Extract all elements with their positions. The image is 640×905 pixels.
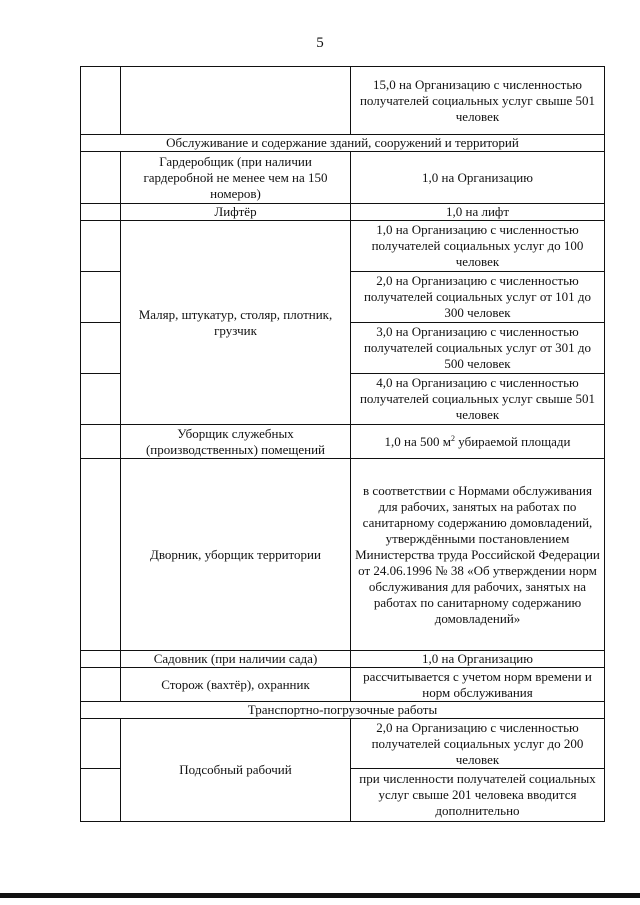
- staff-norm-cell: 15,0 на Организацию с численностью получателей социальных услуг свыше 501 человек: [351, 67, 605, 135]
- table-cell-empty: [81, 374, 121, 425]
- position-title-cell: Гардеробщик (при наличии гардеробной не менее чем на 150 номеров): [121, 152, 351, 204]
- table-cell-empty: [81, 668, 121, 702]
- norm-cell: при численности получателей социальных услуг свыше 201 человека вводится дополнительно: [351, 769, 605, 822]
- norm-cell: 1,0 на Организацию: [351, 152, 605, 204]
- scan-bottom-edge: [0, 893, 640, 898]
- table-cell-empty: [81, 459, 121, 651]
- table-cell-empty: [81, 769, 121, 822]
- norm-cell: в соответствии с Нормами обслуживания для рабочих, занятых на работах по санитарному содержанию домовладений, утверждёнными постановлением Министерства труда Российской Федерации от 24.06.1996 № 38 «Об утверждении норм обслуживания для рабочих, занятых на работах по санитарному содержанию домовладений»: [351, 459, 605, 651]
- norm-cell: 1,0 на Организацию: [351, 651, 605, 668]
- norm-cell: 4,0 на Организацию с численностью получателей социальных услуг свыше 501 человек: [351, 374, 605, 425]
- table-cell-empty: [81, 719, 121, 769]
- section-title-buildings: Обслуживание и содержание зданий, сооружений и территорий: [81, 135, 605, 152]
- norm-text: 1,0 на 500 м: [384, 433, 452, 449]
- position-title-cell: Сторож (вахтёр), охранник: [121, 668, 351, 702]
- position-title-cell: Лифтёр: [121, 204, 351, 221]
- table-row: [81, 221, 605, 272]
- table-row: [81, 67, 605, 135]
- table-cell-empty: [81, 651, 121, 668]
- norm-cell: 2,0 на Организацию с численностью получателей социальных услуг до 200 человек: [351, 719, 605, 769]
- norm-text: убираемой площади: [455, 433, 571, 449]
- table-row: [81, 425, 605, 459]
- staffing-norms-table: [80, 66, 605, 822]
- table-cell-empty: [121, 67, 351, 135]
- position-title-cell: Садовник (при наличии сада): [121, 651, 351, 668]
- table-row: [81, 668, 605, 702]
- norm-cell: рассчитывается с учетом норм времени и норм обслуживания: [351, 668, 605, 702]
- table-row: [81, 719, 605, 769]
- table-row: [81, 459, 605, 651]
- position-title-cell: Подсобный рабочий: [121, 719, 351, 822]
- table-cell-empty: [81, 323, 121, 374]
- table-row: [81, 204, 605, 221]
- norm-cell: 3,0 на Организацию с численностью получателей социальных услуг от 301 до 500 человек: [351, 323, 605, 374]
- position-title-cell: Дворник, уборщик территории: [121, 459, 351, 651]
- table-row: [81, 152, 605, 204]
- superscript: 2: [451, 433, 456, 443]
- section-title-transport: Транспортно-погрузочные работы: [81, 702, 605, 719]
- norm-cell: [351, 425, 605, 459]
- table-cell-empty: [81, 204, 121, 221]
- table-row: [81, 651, 605, 668]
- position-title-cell: Уборщик служебных (производственных) помещений: [121, 425, 351, 459]
- position-title-cell: Маляр, штукатур, столяр, плотник, грузчик: [121, 221, 351, 425]
- norm-cell: 1,0 на Организацию с численностью получателей социальных услуг до 100 человек: [351, 221, 605, 272]
- section-row: [81, 135, 605, 152]
- page-number: 5: [316, 35, 324, 51]
- norm-cell: 1,0 на лифт: [351, 204, 605, 221]
- section-row: [81, 702, 605, 719]
- table-cell-empty: [81, 152, 121, 204]
- table-cell-empty: [81, 67, 121, 135]
- norm-cell: 2,0 на Организацию с численностью получателей социальных услуг от 101 до 300 человек: [351, 272, 605, 323]
- table-cell-empty: [81, 221, 121, 272]
- table-cell-empty: [81, 272, 121, 323]
- table-cell-empty: [81, 425, 121, 459]
